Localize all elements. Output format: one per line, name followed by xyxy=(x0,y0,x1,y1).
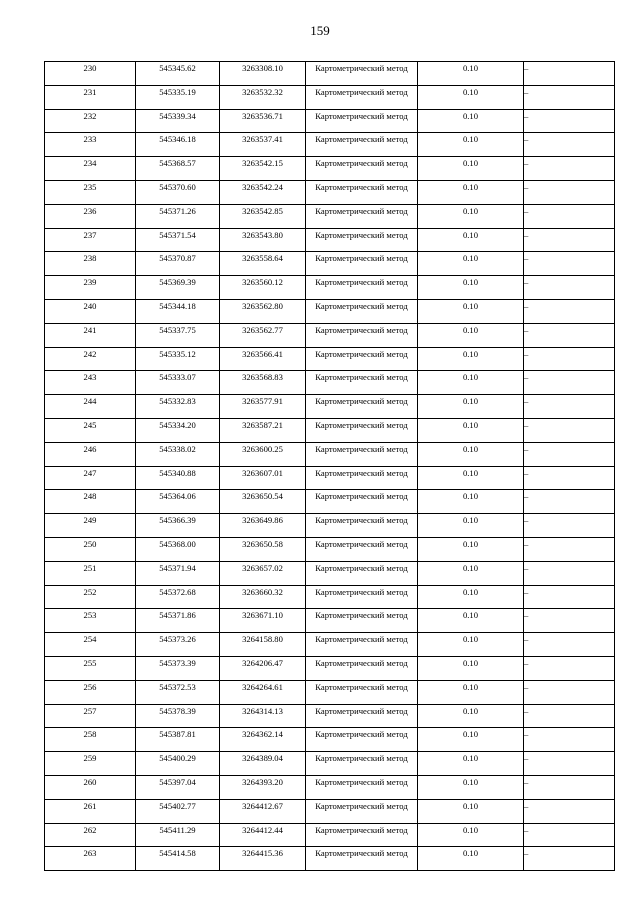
x-coordinate-cell: 545370.60 xyxy=(136,180,220,204)
y-coordinate-cell: 3263650.58 xyxy=(220,537,306,561)
point-number-cell: 253 xyxy=(45,609,136,633)
table-row xyxy=(45,728,615,752)
x-coordinate-cell: 545411.29 xyxy=(136,823,220,847)
method-cell: Картометрический метод xyxy=(306,133,418,157)
point-number-cell: 239 xyxy=(45,276,136,300)
note-cell: – xyxy=(524,466,615,490)
note-cell: – xyxy=(524,323,615,347)
method-cell: Картометрический метод xyxy=(306,62,418,86)
accuracy-cell: 0.10 xyxy=(418,418,524,442)
method-cell: Картометрический метод xyxy=(306,704,418,728)
x-coordinate-cell: 545339.34 xyxy=(136,109,220,133)
point-number-cell: 244 xyxy=(45,395,136,419)
note-cell: – xyxy=(524,62,615,86)
note-cell: – xyxy=(524,728,615,752)
point-number-cell: 263 xyxy=(45,847,136,871)
table-row xyxy=(45,442,615,466)
point-number-cell: 230 xyxy=(45,62,136,86)
note-cell: – xyxy=(524,537,615,561)
table-row xyxy=(45,490,615,514)
y-coordinate-cell: 3263649.86 xyxy=(220,514,306,538)
table-row xyxy=(45,514,615,538)
x-coordinate-cell: 545334.20 xyxy=(136,418,220,442)
table-row xyxy=(45,180,615,204)
method-cell: Картометрический метод xyxy=(306,347,418,371)
table-row xyxy=(45,347,615,371)
point-number-cell: 249 xyxy=(45,514,136,538)
method-cell: Картометрический метод xyxy=(306,109,418,133)
accuracy-cell: 0.10 xyxy=(418,561,524,585)
note-cell: – xyxy=(524,252,615,276)
y-coordinate-cell: 3263308.10 xyxy=(220,62,306,86)
method-cell: Картометрический метод xyxy=(306,371,418,395)
y-coordinate-cell: 3263537.41 xyxy=(220,133,306,157)
point-number-cell: 250 xyxy=(45,537,136,561)
method-cell: Картометрический метод xyxy=(306,442,418,466)
x-coordinate-cell: 545397.04 xyxy=(136,775,220,799)
note-cell: – xyxy=(524,442,615,466)
table-row xyxy=(45,204,615,228)
x-coordinate-cell: 545340.88 xyxy=(136,466,220,490)
point-number-cell: 238 xyxy=(45,252,136,276)
method-cell: Картометрический метод xyxy=(306,466,418,490)
y-coordinate-cell: 3263660.32 xyxy=(220,585,306,609)
x-coordinate-cell: 545387.81 xyxy=(136,728,220,752)
x-coordinate-cell: 545335.19 xyxy=(136,85,220,109)
note-cell: – xyxy=(524,847,615,871)
x-coordinate-cell: 545345.62 xyxy=(136,62,220,86)
method-cell: Картометрический метод xyxy=(306,633,418,657)
note-cell: – xyxy=(524,276,615,300)
method-cell: Картометрический метод xyxy=(306,656,418,680)
x-coordinate-cell: 545372.53 xyxy=(136,680,220,704)
accuracy-cell: 0.10 xyxy=(418,204,524,228)
point-number-cell: 241 xyxy=(45,323,136,347)
note-cell: – xyxy=(524,371,615,395)
point-number-cell: 258 xyxy=(45,728,136,752)
accuracy-cell: 0.10 xyxy=(418,537,524,561)
method-cell: Картометрический метод xyxy=(306,252,418,276)
y-coordinate-cell: 3263562.80 xyxy=(220,299,306,323)
method-cell: Картометрический метод xyxy=(306,204,418,228)
y-coordinate-cell: 3263543.80 xyxy=(220,228,306,252)
method-cell: Картометрический метод xyxy=(306,728,418,752)
table-row xyxy=(45,633,615,657)
method-cell: Картометрический метод xyxy=(306,514,418,538)
accuracy-cell: 0.10 xyxy=(418,395,524,419)
point-number-cell: 256 xyxy=(45,680,136,704)
accuracy-cell: 0.10 xyxy=(418,466,524,490)
point-number-cell: 242 xyxy=(45,347,136,371)
note-cell: – xyxy=(524,561,615,585)
x-coordinate-cell: 545332.83 xyxy=(136,395,220,419)
point-number-cell: 233 xyxy=(45,133,136,157)
method-cell: Картометрический метод xyxy=(306,180,418,204)
x-coordinate-cell: 545414.58 xyxy=(136,847,220,871)
y-coordinate-cell: 3263542.15 xyxy=(220,157,306,181)
note-cell: – xyxy=(524,609,615,633)
y-coordinate-cell: 3264206.47 xyxy=(220,656,306,680)
method-cell: Картометрический метод xyxy=(306,537,418,561)
x-coordinate-cell: 545366.39 xyxy=(136,514,220,538)
table-row xyxy=(45,752,615,776)
table-row xyxy=(45,133,615,157)
accuracy-cell: 0.10 xyxy=(418,823,524,847)
y-coordinate-cell: 3263558.64 xyxy=(220,252,306,276)
method-cell: Картометрический метод xyxy=(306,157,418,181)
y-coordinate-cell: 3263657.02 xyxy=(220,561,306,585)
method-cell: Картометрический метод xyxy=(306,323,418,347)
note-cell: – xyxy=(524,418,615,442)
y-coordinate-cell: 3263587.21 xyxy=(220,418,306,442)
note-cell: – xyxy=(524,490,615,514)
point-number-cell: 260 xyxy=(45,775,136,799)
accuracy-cell: 0.10 xyxy=(418,585,524,609)
note-cell: – xyxy=(524,656,615,680)
note-cell: – xyxy=(524,514,615,538)
method-cell: Картометрический метод xyxy=(306,823,418,847)
note-cell: – xyxy=(524,157,615,181)
table-row xyxy=(45,609,615,633)
method-cell: Картометрический метод xyxy=(306,585,418,609)
y-coordinate-cell: 3263542.24 xyxy=(220,180,306,204)
method-cell: Картометрический метод xyxy=(306,680,418,704)
method-cell: Картометрический метод xyxy=(306,609,418,633)
point-number-cell: 247 xyxy=(45,466,136,490)
point-number-cell: 234 xyxy=(45,157,136,181)
y-coordinate-cell: 3263532.32 xyxy=(220,85,306,109)
table-row xyxy=(45,561,615,585)
y-coordinate-cell: 3263600.25 xyxy=(220,442,306,466)
y-coordinate-cell: 3264412.67 xyxy=(220,799,306,823)
point-number-cell: 248 xyxy=(45,490,136,514)
table-row xyxy=(45,371,615,395)
note-cell: – xyxy=(524,204,615,228)
method-cell: Картометрический метод xyxy=(306,228,418,252)
note-cell: – xyxy=(524,228,615,252)
method-cell: Картометрический метод xyxy=(306,752,418,776)
accuracy-cell: 0.10 xyxy=(418,323,524,347)
table-row xyxy=(45,775,615,799)
method-cell: Картометрический метод xyxy=(306,85,418,109)
table-row xyxy=(45,823,615,847)
method-cell: Картометрический метод xyxy=(306,395,418,419)
note-cell: – xyxy=(524,299,615,323)
x-coordinate-cell: 545333.07 xyxy=(136,371,220,395)
point-number-cell: 231 xyxy=(45,85,136,109)
point-number-cell: 252 xyxy=(45,585,136,609)
table-row xyxy=(45,85,615,109)
note-cell: – xyxy=(524,680,615,704)
accuracy-cell: 0.10 xyxy=(418,609,524,633)
method-cell: Картометрический метод xyxy=(306,276,418,300)
point-number-cell: 255 xyxy=(45,656,136,680)
table-row xyxy=(45,109,615,133)
note-cell: – xyxy=(524,823,615,847)
point-number-cell: 235 xyxy=(45,180,136,204)
note-cell: – xyxy=(524,395,615,419)
table-row xyxy=(45,799,615,823)
table-row xyxy=(45,847,615,871)
x-coordinate-cell: 545364.06 xyxy=(136,490,220,514)
note-cell: – xyxy=(524,799,615,823)
point-number-cell: 262 xyxy=(45,823,136,847)
note-cell: – xyxy=(524,633,615,657)
note-cell: – xyxy=(524,347,615,371)
table-row xyxy=(45,585,615,609)
accuracy-cell: 0.10 xyxy=(418,728,524,752)
accuracy-cell: 0.10 xyxy=(418,633,524,657)
y-coordinate-cell: 3263562.77 xyxy=(220,323,306,347)
table-row xyxy=(45,418,615,442)
note-cell: – xyxy=(524,585,615,609)
x-coordinate-cell: 545400.29 xyxy=(136,752,220,776)
x-coordinate-cell: 545344.18 xyxy=(136,299,220,323)
y-coordinate-cell: 3263560.12 xyxy=(220,276,306,300)
x-coordinate-cell: 545369.39 xyxy=(136,276,220,300)
point-number-cell: 243 xyxy=(45,371,136,395)
y-coordinate-cell: 3264158.80 xyxy=(220,633,306,657)
accuracy-cell: 0.10 xyxy=(418,680,524,704)
x-coordinate-cell: 545368.57 xyxy=(136,157,220,181)
page-number: 159 xyxy=(310,23,330,38)
method-cell: Картометрический метод xyxy=(306,847,418,871)
x-coordinate-cell: 545371.86 xyxy=(136,609,220,633)
accuracy-cell: 0.10 xyxy=(418,133,524,157)
y-coordinate-cell: 3263536.71 xyxy=(220,109,306,133)
point-number-cell: 236 xyxy=(45,204,136,228)
note-cell: – xyxy=(524,752,615,776)
point-number-cell: 246 xyxy=(45,442,136,466)
table-row xyxy=(45,395,615,419)
accuracy-cell: 0.10 xyxy=(418,180,524,204)
y-coordinate-cell: 3264389.04 xyxy=(220,752,306,776)
coordinates-table xyxy=(44,61,615,871)
point-number-cell: 240 xyxy=(45,299,136,323)
y-coordinate-cell: 3264314.13 xyxy=(220,704,306,728)
x-coordinate-cell: 545338.02 xyxy=(136,442,220,466)
table-row xyxy=(45,252,615,276)
table-row xyxy=(45,157,615,181)
point-number-cell: 259 xyxy=(45,752,136,776)
x-coordinate-cell: 545371.94 xyxy=(136,561,220,585)
x-coordinate-cell: 545378.39 xyxy=(136,704,220,728)
table-row xyxy=(45,299,615,323)
table-row xyxy=(45,276,615,300)
x-coordinate-cell: 545373.39 xyxy=(136,656,220,680)
method-cell: Картометрический метод xyxy=(306,490,418,514)
x-coordinate-cell: 545371.54 xyxy=(136,228,220,252)
accuracy-cell: 0.10 xyxy=(418,514,524,538)
method-cell: Картометрический метод xyxy=(306,775,418,799)
y-coordinate-cell: 3264412.44 xyxy=(220,823,306,847)
note-cell: – xyxy=(524,180,615,204)
note-cell: – xyxy=(524,704,615,728)
method-cell: Картометрический метод xyxy=(306,799,418,823)
point-number-cell: 232 xyxy=(45,109,136,133)
x-coordinate-cell: 545371.26 xyxy=(136,204,220,228)
x-coordinate-cell: 545372.68 xyxy=(136,585,220,609)
x-coordinate-cell: 545337.75 xyxy=(136,323,220,347)
y-coordinate-cell: 3263671.10 xyxy=(220,609,306,633)
accuracy-cell: 0.10 xyxy=(418,490,524,514)
point-number-cell: 251 xyxy=(45,561,136,585)
y-coordinate-cell: 3263607.01 xyxy=(220,466,306,490)
accuracy-cell: 0.10 xyxy=(418,252,524,276)
accuracy-cell: 0.10 xyxy=(418,276,524,300)
table-body xyxy=(45,62,615,871)
method-cell: Картометрический метод xyxy=(306,561,418,585)
table-row xyxy=(45,680,615,704)
y-coordinate-cell: 3263566.41 xyxy=(220,347,306,371)
point-number-cell: 237 xyxy=(45,228,136,252)
table-row xyxy=(45,62,615,86)
x-coordinate-cell: 545368.00 xyxy=(136,537,220,561)
accuracy-cell: 0.10 xyxy=(418,371,524,395)
table-row xyxy=(45,537,615,561)
table-row xyxy=(45,466,615,490)
x-coordinate-cell: 545402.77 xyxy=(136,799,220,823)
accuracy-cell: 0.10 xyxy=(418,62,524,86)
table-row xyxy=(45,228,615,252)
x-coordinate-cell: 545335.12 xyxy=(136,347,220,371)
accuracy-cell: 0.10 xyxy=(418,347,524,371)
accuracy-cell: 0.10 xyxy=(418,847,524,871)
y-coordinate-cell: 3264264.61 xyxy=(220,680,306,704)
point-number-cell: 245 xyxy=(45,418,136,442)
accuracy-cell: 0.10 xyxy=(418,656,524,680)
accuracy-cell: 0.10 xyxy=(418,799,524,823)
y-coordinate-cell: 3263542.85 xyxy=(220,204,306,228)
table-row xyxy=(45,656,615,680)
method-cell: Картометрический метод xyxy=(306,299,418,323)
y-coordinate-cell: 3264415.36 xyxy=(220,847,306,871)
method-cell: Картометрический метод xyxy=(306,418,418,442)
x-coordinate-cell: 545346.18 xyxy=(136,133,220,157)
y-coordinate-cell: 3263568.83 xyxy=(220,371,306,395)
accuracy-cell: 0.10 xyxy=(418,752,524,776)
accuracy-cell: 0.10 xyxy=(418,109,524,133)
y-coordinate-cell: 3264393.20 xyxy=(220,775,306,799)
accuracy-cell: 0.10 xyxy=(418,299,524,323)
note-cell: – xyxy=(524,85,615,109)
y-coordinate-cell: 3264362.14 xyxy=(220,728,306,752)
accuracy-cell: 0.10 xyxy=(418,85,524,109)
accuracy-cell: 0.10 xyxy=(418,775,524,799)
x-coordinate-cell: 545370.87 xyxy=(136,252,220,276)
table-row xyxy=(45,323,615,347)
accuracy-cell: 0.10 xyxy=(418,442,524,466)
accuracy-cell: 0.10 xyxy=(418,157,524,181)
note-cell: – xyxy=(524,775,615,799)
table-row xyxy=(45,704,615,728)
accuracy-cell: 0.10 xyxy=(418,704,524,728)
point-number-cell: 254 xyxy=(45,633,136,657)
y-coordinate-cell: 3263577.91 xyxy=(220,395,306,419)
y-coordinate-cell: 3263650.54 xyxy=(220,490,306,514)
x-coordinate-cell: 545373.26 xyxy=(136,633,220,657)
accuracy-cell: 0.10 xyxy=(418,228,524,252)
note-cell: – xyxy=(524,109,615,133)
point-number-cell: 257 xyxy=(45,704,136,728)
note-cell: – xyxy=(524,133,615,157)
point-number-cell: 261 xyxy=(45,799,136,823)
